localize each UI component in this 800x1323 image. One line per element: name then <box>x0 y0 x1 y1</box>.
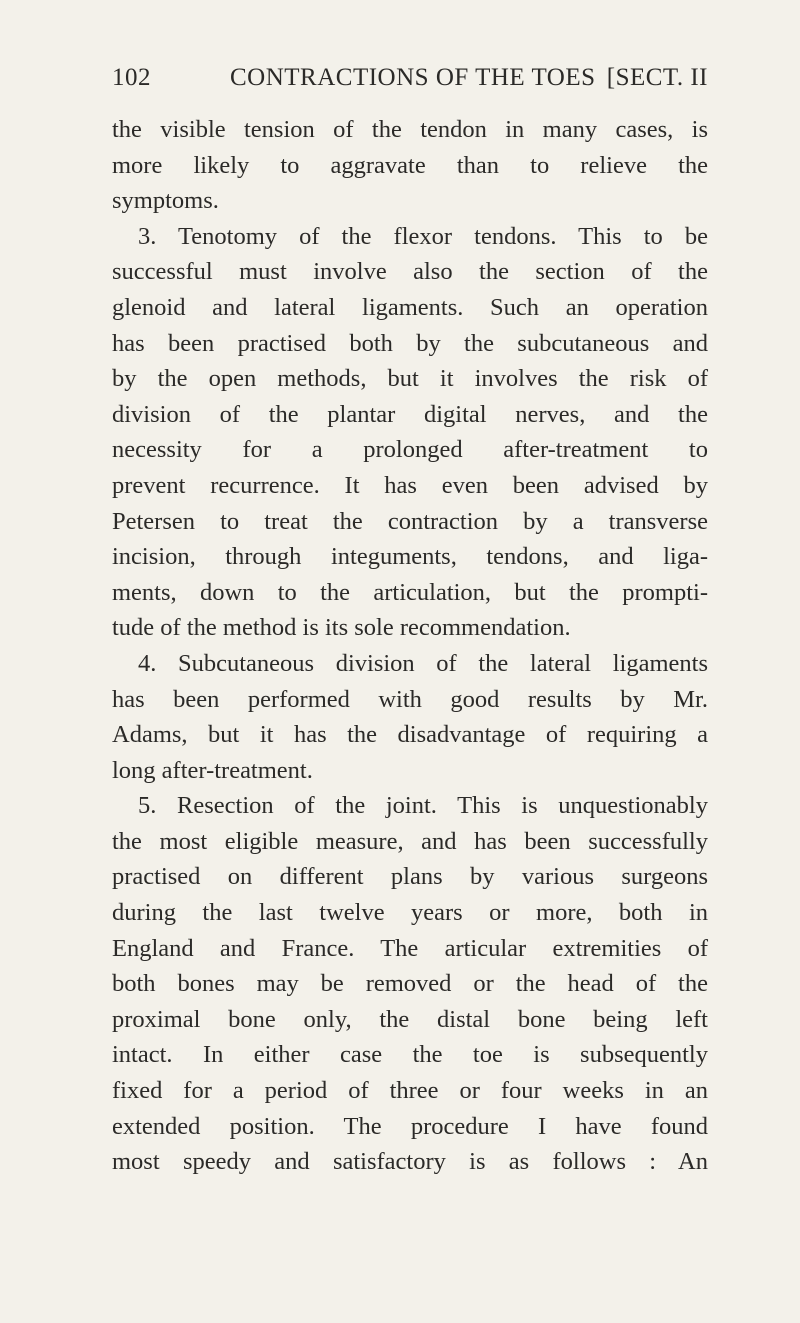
text-line: during the last twelve years or more, both in <box>112 899 708 927</box>
text-line: Petersen to treat the contraction by a transverse <box>112 507 708 535</box>
text-line: fixed for a period of three or four weeks in an <box>112 1077 708 1105</box>
text-line: England and France. The articular extremities of <box>112 934 708 962</box>
text-line: successful must involve also the section of the <box>112 258 708 286</box>
text-line: more likely to aggravate than to relieve the <box>112 151 708 179</box>
body-text <box>112 112 708 1180</box>
section-label: [SECT. II <box>606 64 708 91</box>
text-line: Adams, but it has the disadvantage of requiring a <box>112 721 708 749</box>
text-line: incision, through integuments, tendons, and liga- <box>112 543 708 571</box>
text-line: tude of the method is its sole recommendation. <box>112 614 571 642</box>
text-line: 5. Resection of the joint. This is unquestionably <box>138 792 708 820</box>
text-line: intact. In either case the toe is subsequently <box>112 1041 708 1069</box>
running-title: CONTRACTIONS OF THE TOES <box>230 64 596 91</box>
text-line: ments, down to the articulation, but the prompti- <box>112 578 708 606</box>
text-line: most speedy and satisfactory is as follows : An <box>112 1148 708 1176</box>
text-line: has been performed with good results by Mr. <box>112 685 708 713</box>
text-line: prevent recurrence. It has even been advised by <box>112 471 708 499</box>
text-line: the visible tension of the tendon in many cases, is <box>112 116 708 143</box>
text-line: extended position. The procedure I have found <box>112 1112 708 1140</box>
text-line: has been practised both by the subcutaneous and <box>112 329 708 357</box>
text-line: necessity for a prolonged after-treatment to <box>112 436 708 464</box>
text-line: practised on different plans by various surgeons <box>112 863 708 891</box>
text-line: the most eligible measure, and has been successfully <box>112 827 708 855</box>
text-line: division of the plantar digital nerves, and the <box>112 400 708 428</box>
text-line: long after-treatment. <box>112 756 313 784</box>
text-line: by the open methods, but it involves the risk of <box>112 365 708 393</box>
text-line: proximal bone only, the distal bone being left <box>112 1005 708 1033</box>
text-line: glenoid and lateral ligaments. Such an operation <box>112 293 708 321</box>
page-number: 102 <box>112 64 151 91</box>
text-line: both bones may be removed or the head of the <box>112 970 708 998</box>
text-line: 4. Subcutaneous division of the lateral ligaments <box>138 649 708 677</box>
text-line: 3. Tenotomy of the flexor tendons. This to be <box>138 222 708 250</box>
running-head <box>112 64 708 96</box>
text-line: symptoms. <box>112 187 219 215</box>
